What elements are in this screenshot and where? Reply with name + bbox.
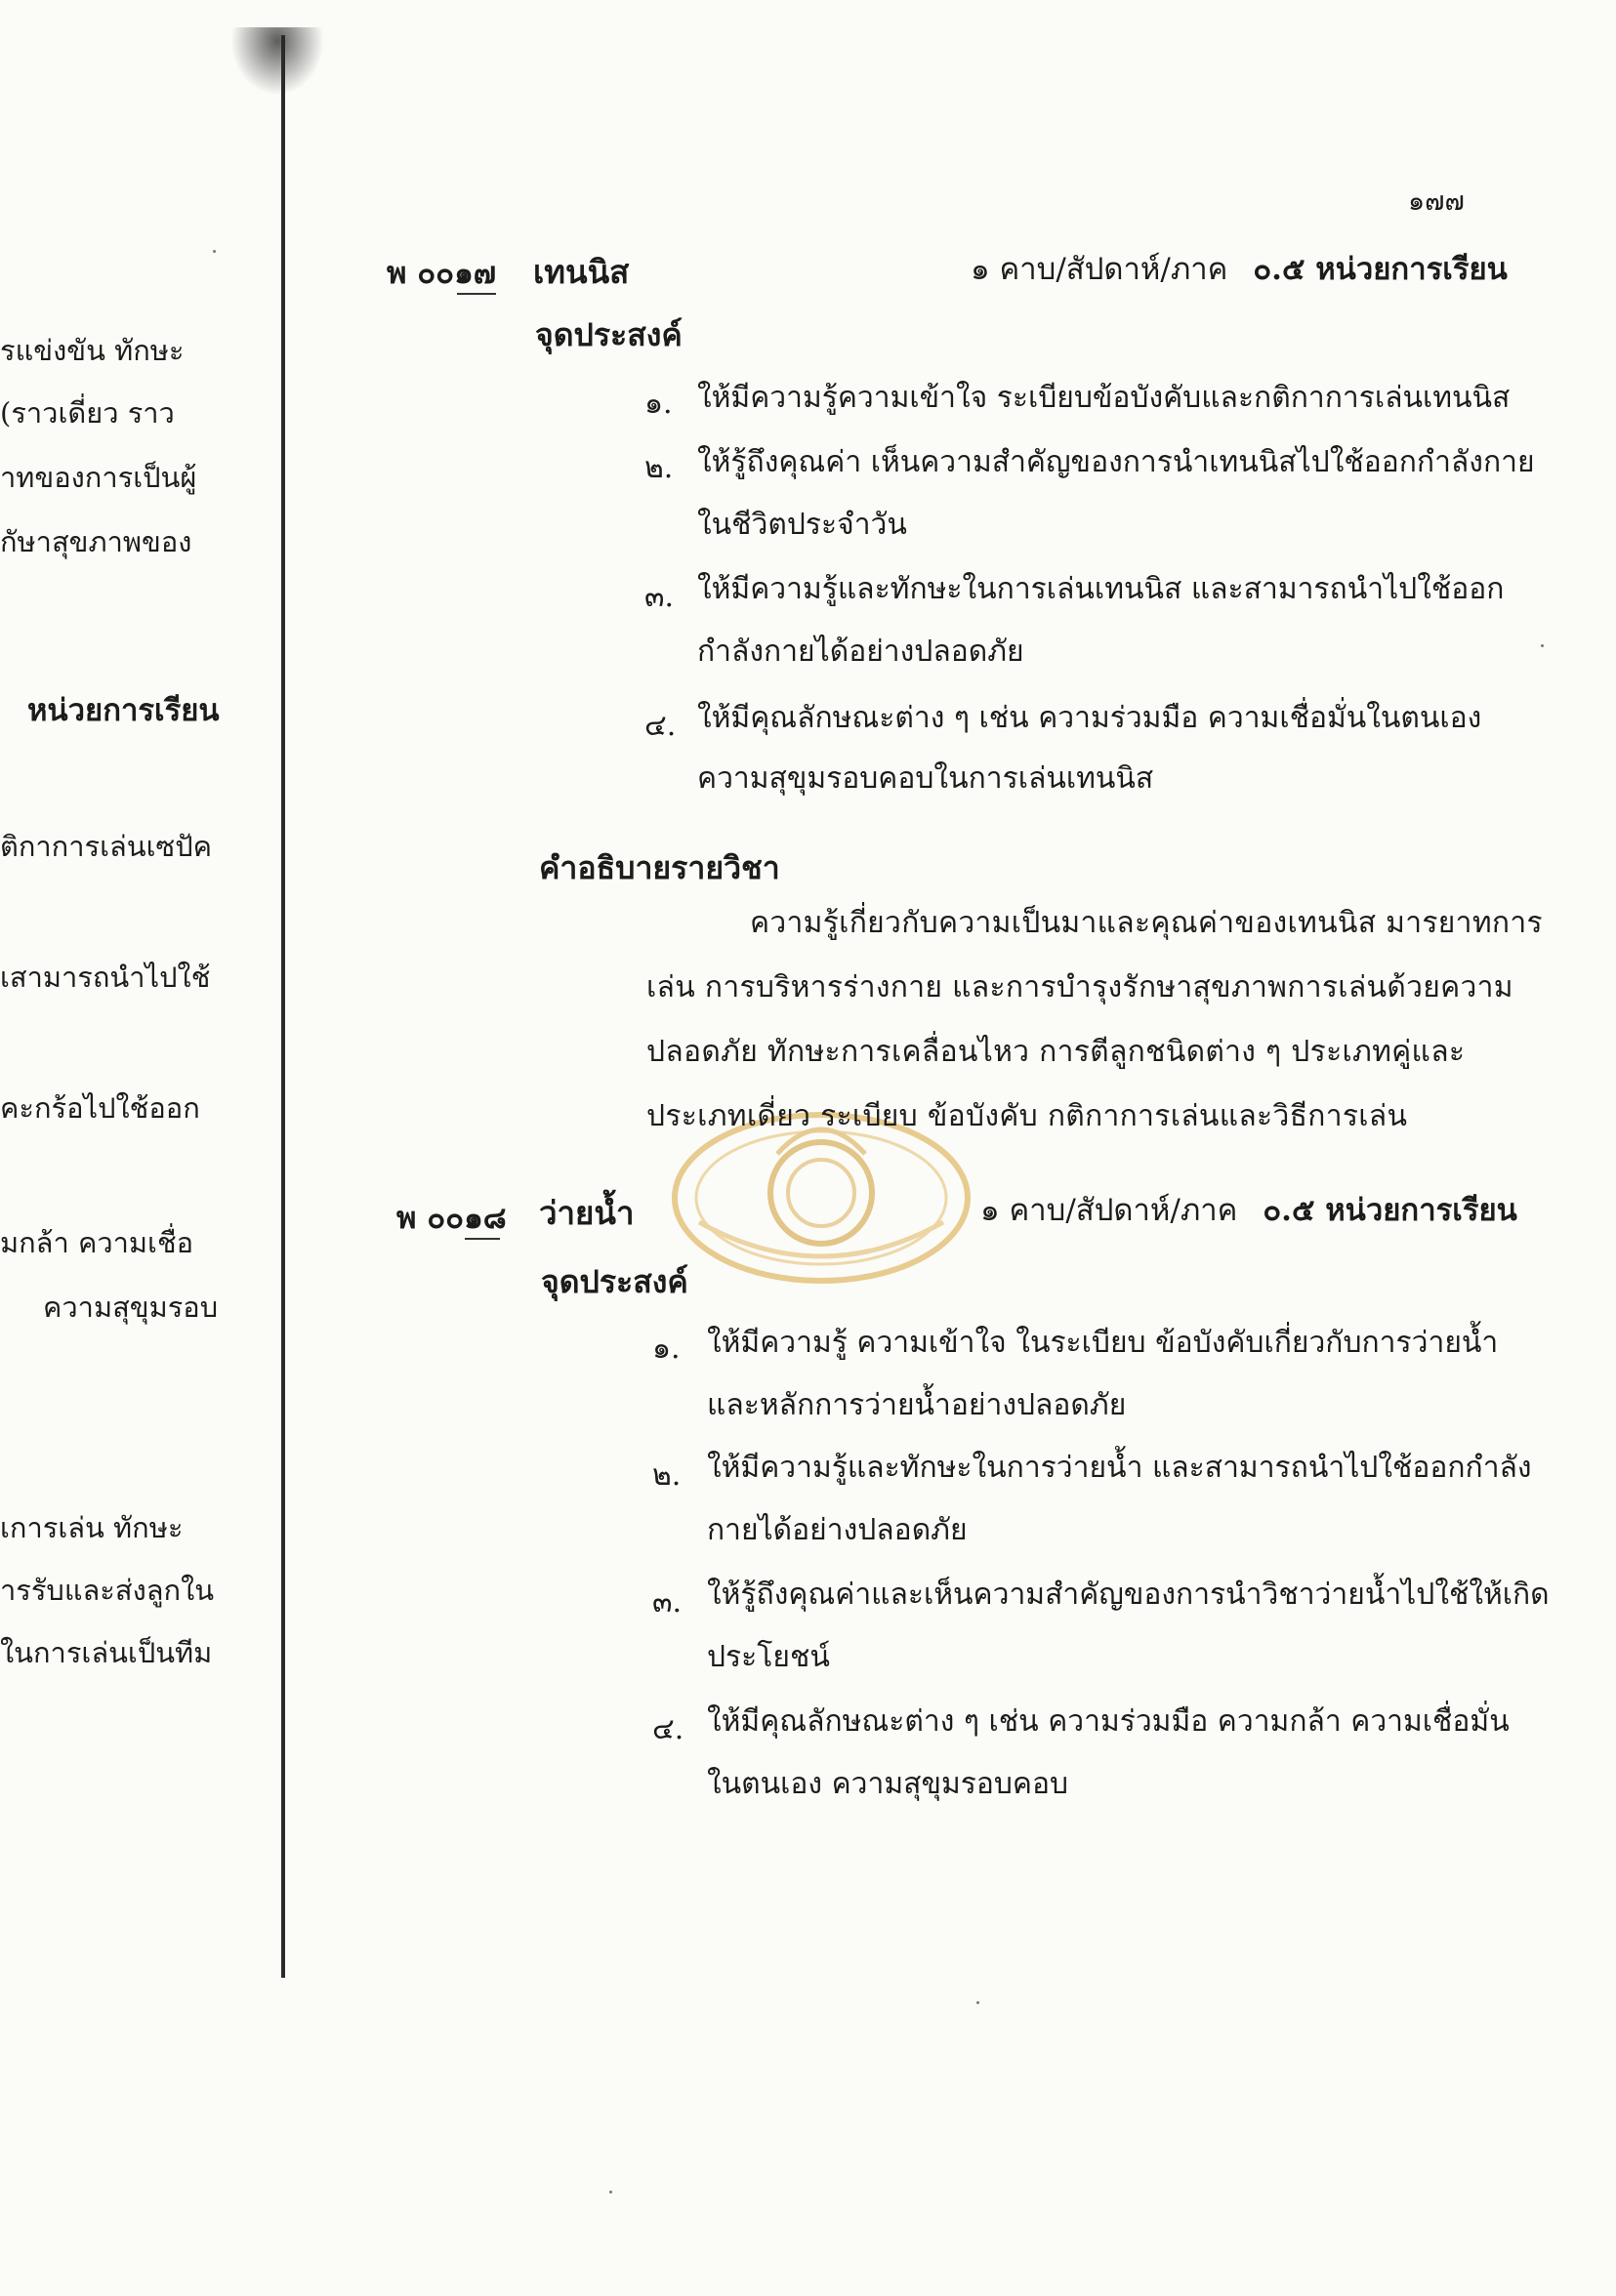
margin-fragment: ารรับและส่งลูกใน bbox=[0, 1574, 215, 1607]
objective-number: ๑. bbox=[652, 1332, 681, 1366]
objective-line: กายได้อย่างปลอดภัย bbox=[707, 1513, 968, 1547]
margin-fragment: มกล้า ความเชื่อ bbox=[0, 1226, 194, 1259]
objective-number: ๓. bbox=[644, 580, 675, 614]
code-underline bbox=[465, 1238, 500, 1240]
margin-fragment: คะกร้อไปใช้ออก bbox=[0, 1091, 200, 1125]
scan-speck bbox=[213, 250, 216, 253]
objective-line: และหลักการว่ายน้ำอย่างปลอดภัย bbox=[707, 1388, 1127, 1422]
margin-fragment: กัษาสุขภาพของ bbox=[0, 525, 192, 558]
objectives-heading: จุดประสงค์ bbox=[535, 316, 683, 353]
objective-line: ให้มีความรู้และทักษะในการว่ายน้ำ และสามารถนำไปใช้ออกกำลัง bbox=[707, 1451, 1532, 1485]
objective-line: ความสุขุมรอบคอบในการเล่นเทนนิส bbox=[697, 761, 1154, 796]
description-line: เล่น การบริหารร่างกาย และการบำรุงรักษาสุขภาพการเล่นด้วยความ bbox=[646, 970, 1513, 1004]
description-line: ประเภทเดี่ยว ระเบียบ ข้อบังคับ กติกาการเล่นและวิธีการเล่น bbox=[646, 1099, 1408, 1133]
credit-units: ๐.๕ หน่วยการเรียน bbox=[1253, 252, 1508, 287]
scan-speck bbox=[1541, 644, 1544, 647]
objective-line: ในตนเอง ความสุขุมรอบคอบ bbox=[707, 1767, 1069, 1801]
scan-speck bbox=[609, 2191, 612, 2194]
binding-shadow bbox=[230, 27, 324, 96]
margin-fragment: ติกาการเล่นเซปัค bbox=[0, 830, 213, 863]
course-code: พ ๐๐๑๘ bbox=[396, 1201, 507, 1236]
objective-line: กำลังกายได้อย่างปลอดภัย bbox=[697, 635, 1024, 669]
objective-number: ๔. bbox=[644, 709, 677, 743]
objective-line: ให้มีความรู้ความเข้าใจ ระเบียบข้อบังคับและกติกาการเล่นเทนนิส bbox=[697, 381, 1511, 415]
objective-number: ๓. bbox=[652, 1585, 683, 1620]
margin-fragment: รแข่งขัน ทักษะ bbox=[0, 334, 185, 367]
objective-line: ในชีวิตประจำวัน bbox=[697, 508, 907, 542]
objective-line: ให้มีคุณลักษณะต่าง ๆ เช่น ความร่วมมือ ความกล้า ความเชื่อมั่น bbox=[707, 1704, 1510, 1739]
margin-fragment: ในการเล่นเป็นทีม bbox=[0, 1636, 213, 1669]
course-title: เทนนิส bbox=[533, 253, 630, 291]
book-spine-line bbox=[281, 35, 285, 1978]
hours-per-week: ๑ คาบ/สัปดาห์/ภาค bbox=[971, 252, 1228, 287]
margin-fragment: าทของการเป็นผู้ bbox=[0, 461, 197, 494]
scan-speck bbox=[976, 2001, 979, 2004]
credit-units: ๐.๕ หน่วยการเรียน bbox=[1263, 1193, 1517, 1228]
hours-per-week: ๑ คาบ/สัปดาห์/ภาค bbox=[980, 1193, 1238, 1228]
description-heading: คำอธิบายรายวิชา bbox=[539, 849, 780, 886]
margin-fragment: เการเล่น ทักษะ bbox=[0, 1511, 184, 1544]
objective-line: ให้มีคุณลักษณะต่าง ๆ เช่น ความร่วมมือ ความเชื่อมั่นในตนเอง bbox=[697, 701, 1482, 735]
margin-fragment: ความสุขุมรอบ bbox=[43, 1291, 219, 1324]
objective-line: ให้มีความรู้และทักษะในการเล่นเทนนิส และสามารถนำไปใช้ออก bbox=[697, 572, 1505, 606]
margin-fragment: เสามารถนำไปใช้ bbox=[0, 961, 211, 994]
description-line: ความรู้เกี่ยวกับความเป็นมาและคุณค่าของเทนนิส มารยาทการ bbox=[750, 906, 1543, 940]
objective-line: ประโยชน์ bbox=[707, 1640, 830, 1674]
objective-number: ๒. bbox=[644, 451, 674, 485]
margin-fragment: หน่วยการเรียน bbox=[27, 693, 220, 728]
course-hours bbox=[971, 244, 1508, 293]
objective-line: ให้รู้ถึงคุณค่า เห็นความสำคัญของการนำเทนนิสไปใช้ออกกำลังกาย bbox=[697, 445, 1535, 479]
objective-number: ๑. bbox=[644, 387, 673, 421]
course-code: พ ๐๐๑๗ bbox=[387, 256, 497, 291]
objectives-heading: จุดประสงค์ bbox=[541, 1263, 688, 1300]
objective-number: ๔. bbox=[652, 1712, 684, 1746]
margin-fragment: (ราวเดี่ยว ราว bbox=[0, 396, 175, 430]
objective-number: ๒. bbox=[652, 1458, 682, 1493]
objective-line: ให้รู้ถึงคุณค่าและเห็นความสำคัญของการนำวิชาว่ายน้ำไปใช้ให้เกิด bbox=[707, 1578, 1550, 1612]
page-number: ๑๗๗ bbox=[1408, 186, 1465, 217]
objective-line: ให้มีความรู้ ความเข้าใจ ในระเบียบ ข้อบังคับเกี่ยวกับการว่ายน้ำ bbox=[707, 1326, 1499, 1360]
description-line: ปลอดภัย ทักษะการเคลื่อนไหว การตีลูกชนิดต่าง ๆ ประเภทคู่และ bbox=[646, 1035, 1466, 1069]
course-title: ว่ายน้ำ bbox=[539, 1194, 635, 1232]
course-hours bbox=[980, 1185, 1517, 1234]
code-underline bbox=[457, 293, 496, 295]
